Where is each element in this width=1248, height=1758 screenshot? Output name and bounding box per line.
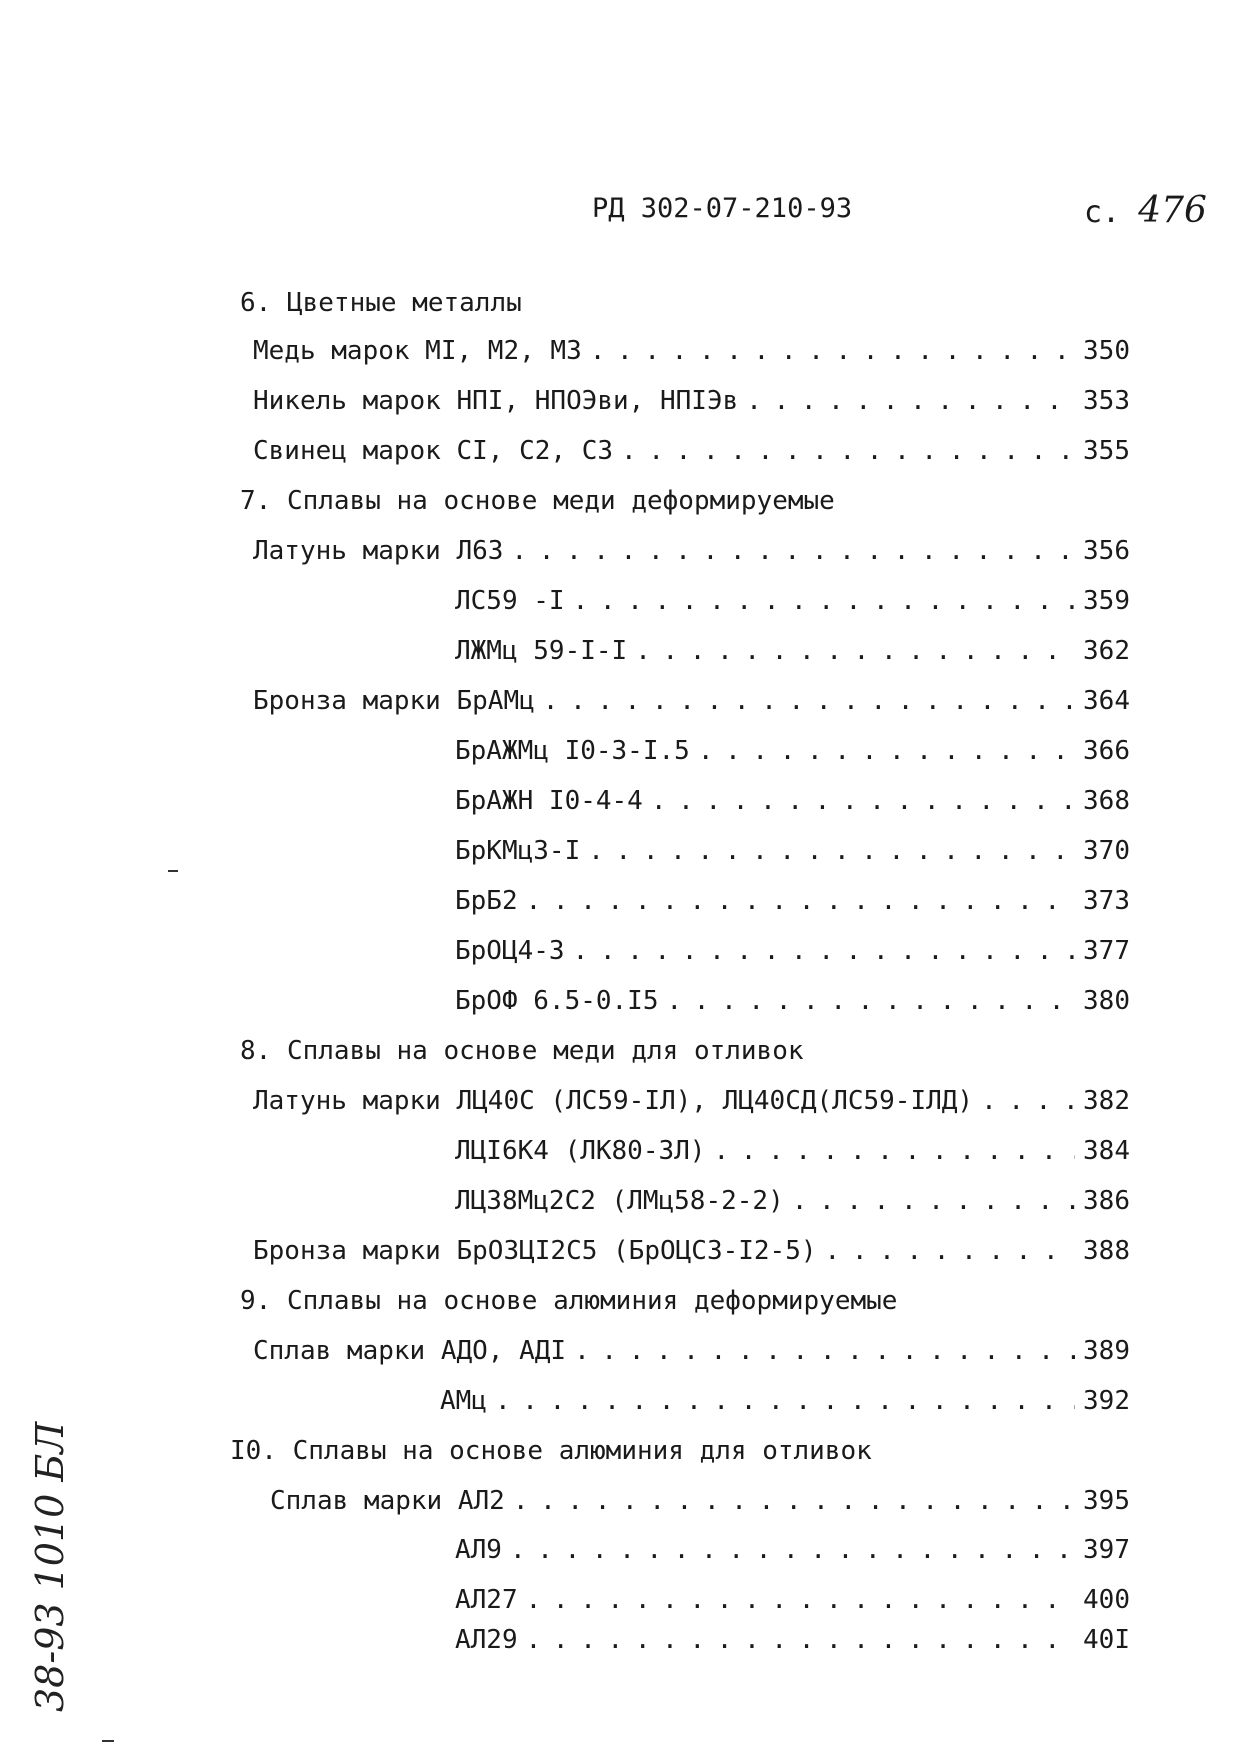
toc-entry-page: 364 [1083, 686, 1130, 716]
toc-entry [253, 1236, 1130, 1266]
toc-entry-label: Никель марок НПI, НПОЭви, НПIЭв [253, 386, 739, 416]
toc-entry-page: 384 [1083, 1136, 1130, 1166]
toc-entry-label: БрОФ 6.5-0.I5 [455, 986, 659, 1016]
toc-entry [455, 736, 1130, 766]
toc-entry-label: Бронза марки БрАМц [253, 686, 535, 716]
dot-leader [651, 786, 1075, 816]
section-heading: 9. Сплавы на основе алюминия деформируемые [240, 1286, 898, 1316]
toc-entry-label: ЛЖМц 59-I-I [455, 636, 628, 666]
section-heading: 8. Сплавы на основе меди для отливок [240, 1036, 804, 1066]
handwritten-page-number: 476 [1138, 190, 1207, 231]
toc-entry-page: 373 [1083, 886, 1130, 916]
toc-entry-page: 382 [1083, 1086, 1130, 1116]
dot-leader [543, 686, 1075, 716]
toc-entry-label: БрОЦ4-3 [455, 936, 565, 966]
dot-leader [713, 1136, 1075, 1166]
toc-entry-page: 355 [1083, 436, 1130, 466]
toc-entry-page: 388 [1083, 1236, 1130, 1266]
dot-leader [495, 1386, 1075, 1416]
toc-entry-label: БрАЖМц I0-3-I.5 [455, 736, 690, 766]
toc-entry-page: 400 [1083, 1585, 1130, 1615]
toc-entry-label: Бронза марки БрО3ЦI2С5 (БрОЦС3-I2-5) [253, 1236, 817, 1266]
toc-entry-page: 359 [1083, 586, 1130, 616]
toc-entry [253, 686, 1130, 716]
toc-entry-label: Сплав марки АДО, АДI [253, 1336, 567, 1366]
toc-entry-page: 380 [1083, 986, 1130, 1016]
dot-leader [526, 1585, 1075, 1615]
toc-entry [455, 986, 1130, 1016]
toc-entry-page: 389 [1083, 1336, 1130, 1366]
toc-entry-page: 386 [1083, 1186, 1130, 1216]
toc-entry [270, 1486, 1130, 1516]
toc-entry-page: 362 [1083, 636, 1130, 666]
dot-leader [621, 436, 1075, 466]
dot-leader [792, 1186, 1075, 1216]
toc-entry-label: Латунь марки ЛЦ40С (ЛС59-IЛ), ЛЦ40СД(ЛС59-IЛД) [253, 1086, 974, 1116]
dot-leader [590, 336, 1075, 366]
toc-entry [253, 1336, 1130, 1366]
document-code: РД 302-07-210-93 [592, 193, 853, 224]
dot-leader [825, 1236, 1076, 1266]
toc-entry-label: Медь марок МI, М2, М3 [253, 336, 582, 366]
toc-entry [455, 1625, 1130, 1655]
toc-entry [440, 1386, 1130, 1416]
toc-entry [253, 336, 1130, 366]
toc-entry-label: ЛЦ38Мц2С2 (ЛМц58-2-2) [455, 1186, 784, 1216]
toc-entry-label: АЛ27 [455, 1585, 518, 1615]
toc-entry-label: Свинец марок СI, С2, С3 [253, 436, 614, 466]
dot-leader [698, 736, 1075, 766]
toc-entry-label: АМц [440, 1386, 487, 1416]
toc-entry-label: ЛЦI6К4 (ЛК80-3Л) [455, 1136, 706, 1166]
dot-leader [981, 1086, 1075, 1116]
section-heading: I0. Сплавы на основе алюминия для отливок [230, 1436, 872, 1466]
dot-leader [573, 586, 1075, 616]
toc-entry-label: АЛ9 [455, 1535, 502, 1565]
toc-entry-label: ЛС59 -I [455, 586, 565, 616]
toc-entry [455, 586, 1130, 616]
toc-entry-page: 366 [1083, 736, 1130, 766]
dot-leader [746, 386, 1075, 416]
toc-entry-label: АЛ29 [455, 1625, 518, 1655]
toc-entry [455, 786, 1130, 816]
toc-entry-page: 397 [1083, 1535, 1130, 1565]
page-number [1084, 190, 1207, 231]
toc-entry-page: 40I [1083, 1625, 1130, 1655]
stray-mark [102, 1740, 114, 1742]
toc-entry-page: 395 [1083, 1486, 1130, 1516]
toc-entry [253, 536, 1130, 566]
toc-entry-label: Латунь марки Л63 [253, 536, 504, 566]
section-heading: 7. Сплавы на основе меди деформируемые [240, 486, 835, 516]
toc-entry-page: 353 [1083, 386, 1130, 416]
dot-leader [588, 836, 1075, 866]
dot-leader [573, 936, 1075, 966]
toc-entry [455, 1585, 1130, 1615]
toc-entry [455, 1136, 1130, 1166]
toc-entry [455, 1535, 1130, 1565]
toc-entry [253, 386, 1130, 416]
toc-entry [455, 636, 1130, 666]
toc-entry-label: Сплав марки АЛ2 [270, 1486, 505, 1516]
toc-entry [455, 836, 1130, 866]
toc-entry-page: 350 [1083, 336, 1130, 366]
dot-leader [511, 536, 1075, 566]
dot-leader [526, 886, 1075, 916]
toc-entry-page: 370 [1083, 836, 1130, 866]
dot-leader [667, 986, 1076, 1016]
toc-entry-page: 392 [1083, 1386, 1130, 1416]
dot-leader [526, 1625, 1075, 1655]
toc-entry-page: 368 [1083, 786, 1130, 816]
toc-entry [455, 936, 1130, 966]
toc-entry-label: БрКМц3-I [455, 836, 581, 866]
toc-entry-label: БрАЖН I0-4-4 [455, 786, 643, 816]
dot-leader [513, 1486, 1075, 1516]
section-heading: 6. Цветные металлы [240, 288, 522, 318]
dot-leader [574, 1336, 1075, 1366]
stray-mark [168, 870, 178, 872]
toc-entry-label: БрБ2 [455, 886, 518, 916]
dot-leader [635, 636, 1075, 666]
toc-entry-page: 377 [1083, 936, 1130, 966]
toc-entry [253, 436, 1130, 466]
toc-entry-page: 356 [1083, 536, 1130, 566]
toc-entry [455, 886, 1130, 916]
toc-entry [253, 1086, 1130, 1116]
dot-leader [510, 1535, 1075, 1565]
page-prefix: с. [1084, 195, 1121, 230]
handwritten-margin-note: 38-93 1010 БЛ [28, 1421, 72, 1712]
toc-entry [455, 1186, 1130, 1216]
